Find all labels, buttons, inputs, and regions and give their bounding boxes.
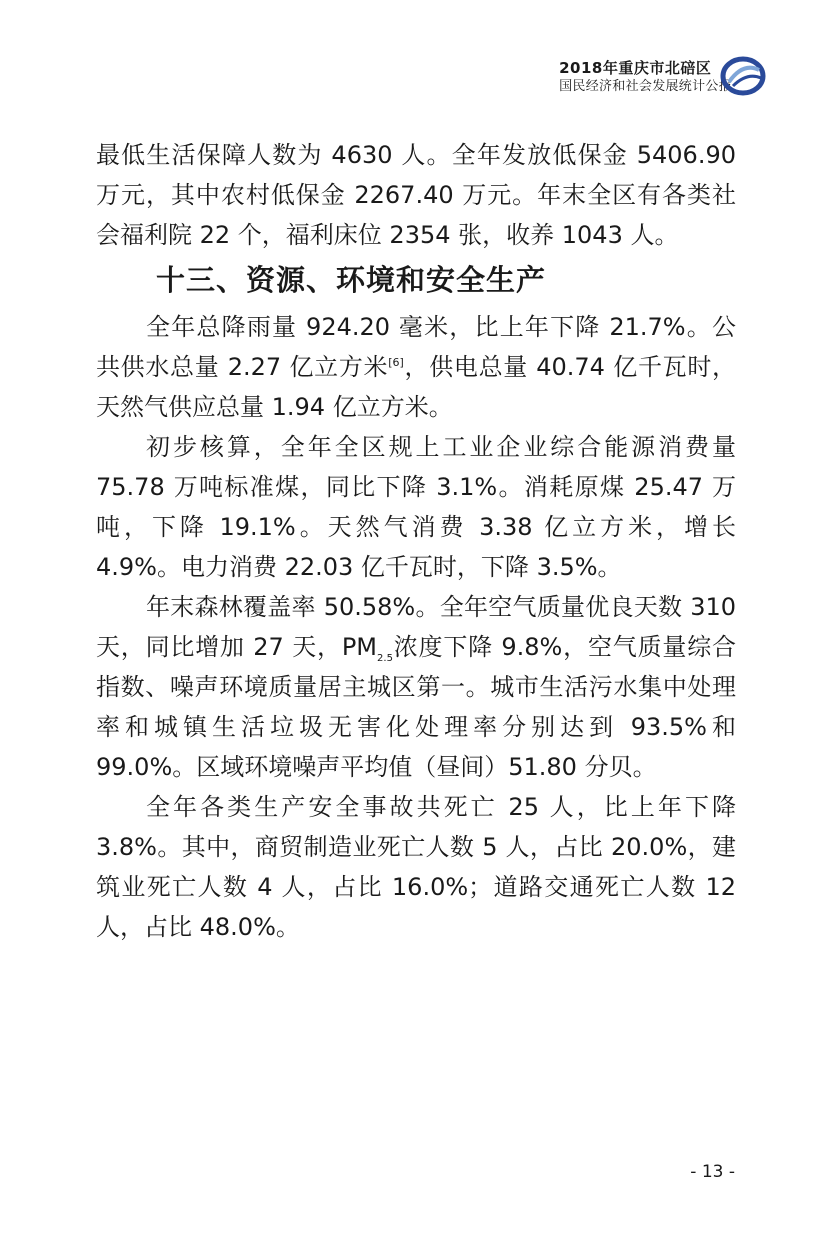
header-title: 2018年重庆市北碚区 xyxy=(559,59,712,77)
page-number: - 13 - xyxy=(690,1162,735,1182)
pm-subscript: 2.5 xyxy=(377,652,393,664)
paragraph-rainfall-supply xyxy=(96,307,736,427)
paragraph-text: ，供电总量 40.74 亿千瓦时，天然气供应总量 1.94 亿立方米。 xyxy=(96,353,737,421)
paragraph-social-welfare: 最低生活保障人数为 4630 人。全年发放低保金 5406.90 万元，其中农村低保金 2267.40 万元。年末全区有各类社会福利院 22 个，福利床位 2354 张，收养 1043 人。 xyxy=(96,141,736,249)
paragraph-energy: 初步核算，全年全区规上工业企业综合能源消费量 75.78 万吨标准煤，同比下降 3.1%。消耗原煤 25.47 万吨，下降 19.1%。天然气消费 3.38 亿立方米，增长 4.9%。电力消费 22.03 亿千瓦时，下降 3.5%。 xyxy=(96,433,736,581)
statistics-logo-icon xyxy=(719,52,767,100)
paragraph-environment xyxy=(96,587,736,787)
report-header xyxy=(559,58,732,96)
paragraph-text: 浓度下降 9.8%，空气质量综合指数、噪声环境质量居主城区第一。城市生活污水集中处理率和城镇生活垃圾无害化处理率分别达到 93.5%和 99.0%。区域环境噪声平均值（昼间）51.80 分贝。 xyxy=(96,633,736,781)
header-subtitle: 国民经济和社会发展统计公报 xyxy=(559,79,732,94)
paragraph-text: 年末森林覆盖率 50.58%。全年空气质量优良天数 310 天，同比增加 27 天，PM xyxy=(96,593,736,661)
paragraph-safety: 全年各类生产安全事故共死亡 25 人，比上年下降 3.8%。其中，商贸制造业死亡人数 5 人，占比 20.0%，建筑业死亡人数 4 人，占比 16.0%；道路交通死亡人数 12 人，占比 48.0%。 xyxy=(96,793,736,941)
section-title: 十三、资源、环境和安全生产 xyxy=(156,263,547,297)
paragraph-text: 全年总降雨量 924.20 毫米，比上年下降 21.7%。公共供水总量 2.27 亿立方米 xyxy=(96,313,736,381)
footnote-ref: [6] xyxy=(388,356,404,369)
report-body xyxy=(96,135,736,947)
